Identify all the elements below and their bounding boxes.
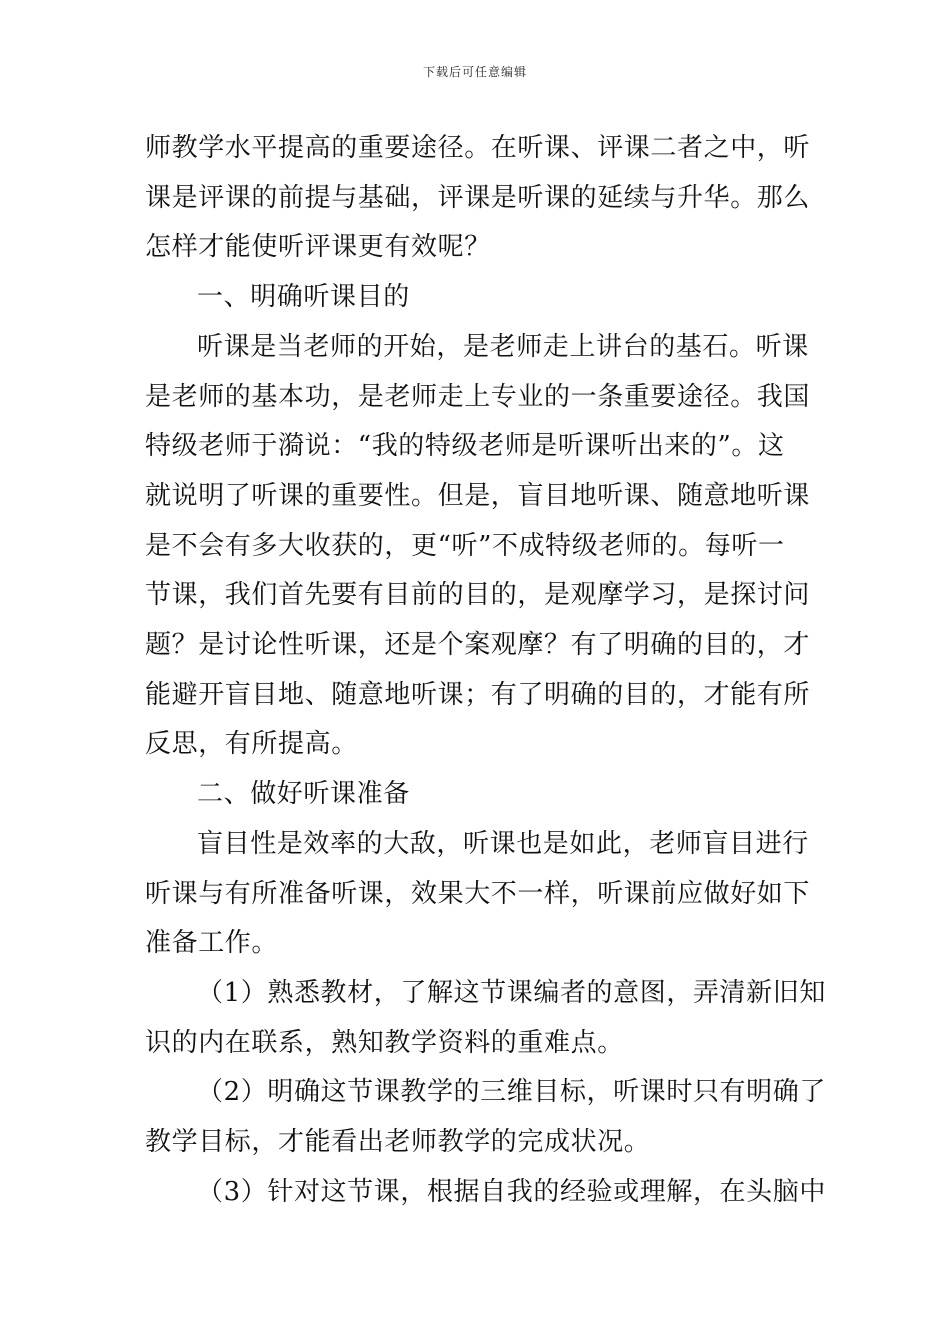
paragraph-line: 课是评课的前提与基础，评课是听课的延续与升华。那么 (145, 183, 811, 213)
paragraph-line: 识的内在联系，熟知教学资料的重难点。 (145, 1028, 624, 1058)
paragraph-first-line: 二、做好听课准备 (197, 779, 410, 809)
paragraph-line: 反思，有所提高。 (145, 729, 358, 759)
paragraph-line: 怎样才能使听评课更有效呢？ (145, 232, 491, 262)
paragraph-line: 节课，我们首先要有目前的目的，是观摩学习，是探讨问 (145, 580, 811, 610)
paragraph-first-line: 一、明确听课目的 (197, 282, 410, 312)
paragraph-line: 能避开盲目地、随意地听课；有了明确的目的，才能有所 (145, 680, 811, 710)
paragraph-line: 听课与有所准备听课，效果大不一样，听课前应做好如下 (145, 879, 811, 909)
page-header: 下载后可任意编辑 (422, 65, 527, 79)
paragraph-first-line: （2）明确这节课教学的三维目标，听课时只有明确了 (197, 1077, 826, 1107)
paragraph-line: 是不会有多大收获的，更“听”不成特级老师的。每听一 (145, 531, 785, 561)
paragraph-first-line: （1）熟悉教材，了解这节课编者的意图，弄清新旧知 (197, 978, 826, 1008)
paragraph-line: 教学目标，才能看出老师教学的完成状况。 (145, 1127, 651, 1157)
paragraph-first-line: 盲目性是效率的大敌，听课也是如此，老师盲目进行 (197, 829, 809, 859)
paragraph-line: 特级老师于漪说：“我的特级老师是听课听出来的”。这 (145, 431, 785, 461)
paragraph-line: 就说明了听课的重要性。但是，盲目地听课、随意地听课 (145, 481, 811, 511)
paragraph-line: 是老师的基本功，是老师走上专业的一条重要途径。我国 (145, 382, 811, 412)
paragraph-line: 准备工作。 (145, 928, 279, 958)
paragraph-first-line: （3）针对这节课，根据自我的经验或理解，在头脑中 (197, 1177, 826, 1207)
paragraph-line: 题？是讨论性听课，还是个案观摩？有了明确的目的，才 (145, 630, 811, 660)
paragraph-line: 师教学水平提高的重要途径。在听课、评课二者之中，听 (145, 133, 811, 163)
paragraph-first-line: 听课是当老师的开始，是老师走上讲台的基石。听课 (197, 332, 809, 362)
